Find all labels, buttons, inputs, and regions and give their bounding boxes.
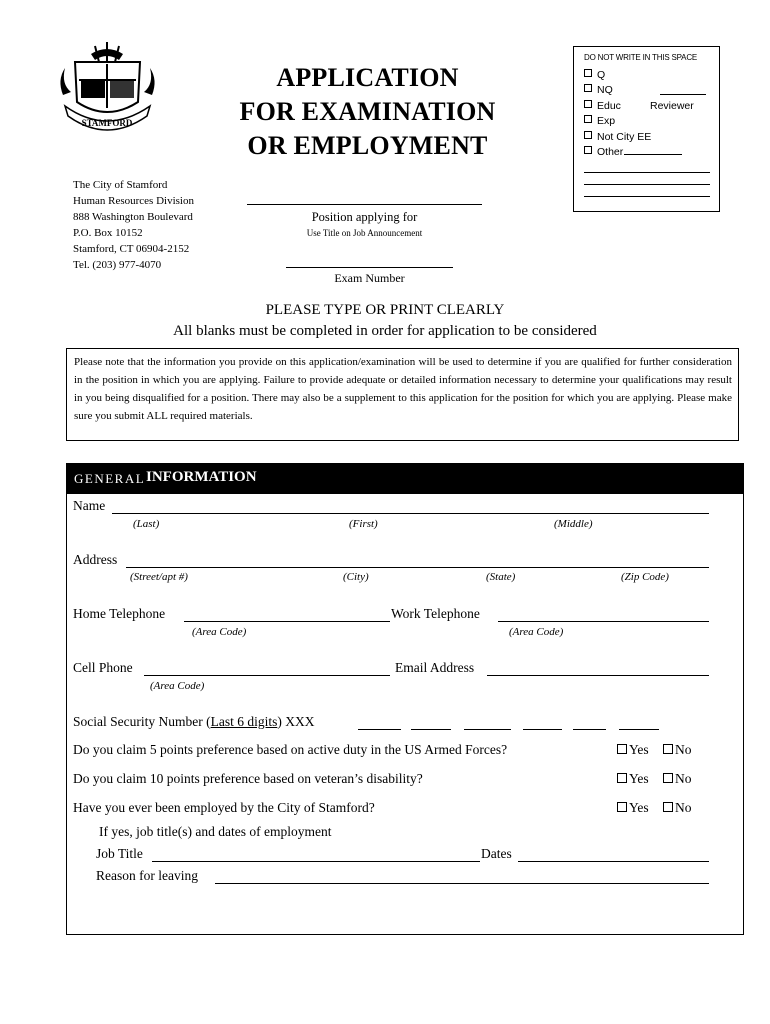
ssn-digit-blank[interactable] <box>523 729 562 730</box>
if-yes-instruction: If yes, job title(s) and dates of employment <box>99 824 332 839</box>
exam-number-label: Exam Number <box>334 271 405 285</box>
home-telephone-input-line[interactable] <box>184 621 390 622</box>
position-input-line[interactable] <box>247 204 482 205</box>
dates-label: Dates <box>481 846 512 861</box>
address-label: Address <box>73 552 118 567</box>
office-line-2[interactable] <box>584 173 710 185</box>
cell-area-code-sub: (Area Code) <box>150 680 205 692</box>
position-label: Position applying for <box>311 210 418 224</box>
reviewer-label: Reviewer <box>650 99 694 112</box>
email-address-input-line[interactable] <box>487 675 709 676</box>
office-use-box <box>573 46 720 212</box>
office-item-educ[interactable]: Educ Reviewer <box>584 99 719 115</box>
address-input-line[interactable] <box>126 567 709 568</box>
veteran-disability-yes[interactable]: Yes <box>617 771 649 787</box>
ssn-digit-blank[interactable] <box>358 729 401 730</box>
job-title-label: Job Title <box>96 846 143 861</box>
home-area-code-sub: (Area Code) <box>192 626 247 638</box>
address-line: Stamford, CT 06904-2152 <box>73 243 190 255</box>
checkbox-icon <box>617 744 627 754</box>
dates-input-line[interactable] <box>518 861 709 862</box>
seal-text: STAMFORD <box>81 118 133 128</box>
form-title-line-3: OR EMPLOYMENT <box>247 131 488 160</box>
office-item-q[interactable]: Q <box>584 68 719 84</box>
checkbox-icon <box>617 773 627 783</box>
header-small-text: GENERAL <box>74 471 146 486</box>
exam-number-input-line[interactable] <box>286 267 453 268</box>
checkbox-icon <box>584 84 592 92</box>
city-seal-logo <box>55 40 160 140</box>
work-telephone-input-line[interactable] <box>498 621 709 622</box>
hr-address <box>73 177 194 273</box>
ssn-digit-blank[interactable] <box>411 729 451 730</box>
form-title-line-1: APPLICATION <box>276 63 459 92</box>
address-line: P.O. Box 10152 <box>73 227 143 239</box>
address-line: The City of Stamford <box>73 179 168 191</box>
city-sub: (City) <box>343 571 369 583</box>
checkbox-icon <box>584 115 592 123</box>
name-label: Name <box>73 498 106 513</box>
cell-phone-label: Cell Phone <box>73 660 133 675</box>
work-telephone-label: Work Telephone <box>391 606 480 621</box>
office-item-other[interactable]: Other <box>584 145 719 161</box>
form-title-line-2: FOR EXAMINATION <box>239 97 496 126</box>
ssn-digit-blank[interactable] <box>464 729 511 730</box>
ssn-digit-blank[interactable] <box>619 729 659 730</box>
middle-name-sub: (Middle) <box>554 518 593 530</box>
question-veteran-disability: Do you claim 10 points preference based on veteran’s disability? <box>73 771 423 786</box>
office-line-3[interactable] <box>584 185 710 197</box>
street-sub: (Street/apt #) <box>130 571 188 583</box>
reason-for-leaving-input-line[interactable] <box>215 883 709 884</box>
last-name-sub: (Last) <box>133 518 160 530</box>
checkbox-icon <box>663 773 673 783</box>
address-line: Tel. (203) 977-4070 <box>73 259 162 271</box>
job-title-input-line[interactable] <box>152 861 480 862</box>
cell-phone-input-line[interactable] <box>144 675 390 676</box>
reason-for-leaving-label: Reason for leaving <box>96 868 198 883</box>
office-item-exp[interactable]: Exp <box>584 114 719 130</box>
question-employed-by-city: Have you ever been employed by the City of Stamford? <box>73 800 375 815</box>
veteran-disability-no[interactable]: No <box>663 771 692 787</box>
address-line: Human Resources Division <box>73 195 194 207</box>
type-or-print-instruction: PLEASE TYPE OR PRINT CLEARLY <box>265 302 505 318</box>
employed-by-city-yes[interactable]: Yes <box>617 800 649 816</box>
checkbox-icon <box>663 744 673 754</box>
checkbox-icon <box>584 131 592 139</box>
work-area-code-sub: (Area Code) <box>509 626 564 638</box>
checkbox-icon <box>663 802 673 812</box>
state-sub: (State) <box>486 571 516 583</box>
armed-forces-no[interactable]: No <box>663 742 692 758</box>
employed-by-city-no[interactable]: No <box>663 800 692 816</box>
office-item-not-city-ee[interactable]: Not City EE <box>584 130 719 146</box>
ssn-digit-blank[interactable] <box>573 729 606 730</box>
checkbox-icon <box>584 146 592 154</box>
nq-blank <box>660 94 706 95</box>
notice-box: Please note that the information you provide on this application/examination will be used to determine if you are qualified for further consideration in the position in which you are applying. Failure to provide adequate or detailed information necessary to determine your qualifications may result in you being disqualified for a position. There may also be a supplement to this application for the position for which you are applying. Please make sure you submit ALL required materials. <box>66 348 739 441</box>
checkbox-icon <box>584 100 592 108</box>
all-blanks-instruction: All blanks must be completed in order for application to be considered <box>173 323 597 339</box>
checkbox-icon <box>617 802 627 812</box>
first-name-sub: (First) <box>349 518 378 530</box>
zip-sub: (Zip Code) <box>621 571 669 583</box>
question-armed-forces: Do you claim 5 points preference based on active duty in the US Armed Forces? <box>73 742 508 757</box>
address-line: 888 Washington Boulevard <box>73 211 193 223</box>
armed-forces-yes[interactable]: Yes <box>617 742 649 758</box>
name-input-line[interactable] <box>112 513 709 514</box>
general-information-header <box>66 463 744 494</box>
general-information-section <box>66 463 744 935</box>
office-use-heading: DO NOT WRITE IN THIS SPACE <box>584 53 698 62</box>
position-hint: Use Title on Job Announcement <box>306 228 423 238</box>
checkbox-icon <box>584 69 592 77</box>
home-telephone-label: Home Telephone <box>73 606 166 621</box>
email-address-label: Email Address <box>395 660 475 675</box>
header-big-text: INFORMATION <box>146 469 257 485</box>
office-line-1[interactable] <box>584 161 710 173</box>
office-item-nq[interactable]: NQ <box>584 83 719 99</box>
ssn-label: Social Security Number (Last 6 digits) XXX <box>73 714 315 729</box>
